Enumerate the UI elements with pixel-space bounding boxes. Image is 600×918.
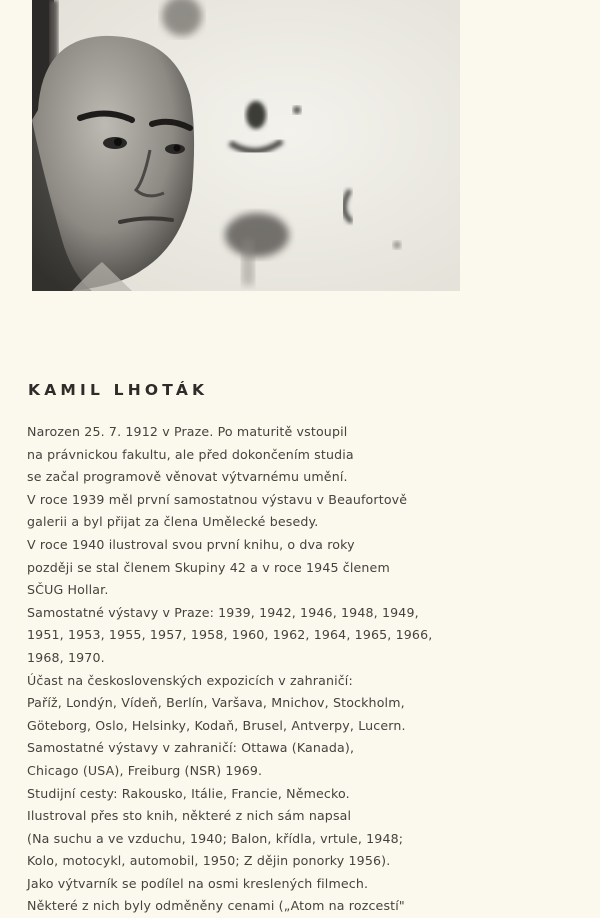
bio-line: Narozen 25. 7. 1912 v Praze. Po maturitě vstoupil — [27, 424, 348, 439]
portrait-photo — [32, 0, 460, 291]
bio-line: SČUG Hollar. — [27, 582, 109, 598]
portrait-illustration — [32, 0, 460, 291]
bio-line: 1951, 1953, 1955, 1957, 1958, 1960, 1962, 1964, 1965, 1966, — [27, 627, 433, 643]
bio-line: Ilustroval přes sto knih, některé z nich sám napsal — [27, 808, 352, 824]
artist-name-heading: KAMIL LHOTÁK — [28, 381, 209, 399]
bio-line: 1968, 1970. — [27, 649, 105, 665]
bio-line: V roce 1940 ilustroval svou první knihu, o dva roky — [27, 536, 355, 552]
bio-line: Göteborg, Oslo, Helsinky, Kodaň, Brusel, Antverpy, Lucern. — [27, 717, 406, 733]
bio-line: Chicago (USA), Freiburg (NSR) 1969. — [27, 762, 263, 778]
bio-line: se začal programově věnovat výtvarnému umění. — [27, 469, 348, 485]
bio-line: Samostatné výstavy v Praze: 1939, 1942, 1946, 1948, 1949, — [27, 604, 419, 620]
bio-line: Některé z nich byly odměněny cenami („Atom na rozcestí" — [27, 898, 405, 914]
bio-line: Studijní cesty: Rakousko, Itálie, Francie, Německo. — [27, 785, 350, 801]
bio-line: (Na suchu a ve vzduchu, 1940; Balon, křídla, vrtule, 1948; — [27, 830, 404, 846]
bio-line: Účast na československých expozicích v zahraničí: — [27, 672, 353, 688]
biography-text — [27, 421, 497, 918]
bio-line: na právnickou fakultu, ale před dokončením studia — [27, 446, 354, 462]
bio-line: Samostatné výstavy v zahraničí: Ottawa (Kanada), — [27, 740, 355, 756]
bio-line: Paříž, Londýn, Vídeň, Berlín, Varšava, Mnichov, Stockholm, — [27, 695, 405, 711]
bio-line: Kolo, motocykl, automobil, 1950; Z dějin ponorky 1956). — [27, 853, 391, 869]
bio-line: později se stal členem Skupiny 42 a v roce 1945 členem — [27, 559, 390, 575]
bio-line: galerii a byl přijat za člena Umělecké besedy. — [27, 514, 319, 530]
bio-line: V roce 1939 měl první samostatnou výstavu v Beaufortově — [27, 491, 408, 507]
bio-line: Jako výtvarník se podílel na osmi kreslených filmech. — [27, 875, 369, 891]
